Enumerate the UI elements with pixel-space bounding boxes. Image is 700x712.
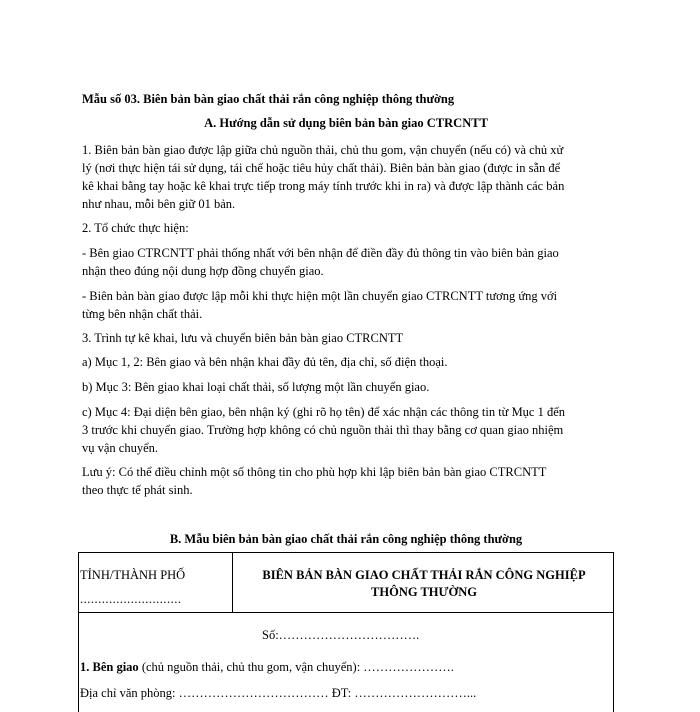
- paragraph-8-line-1: c) Mục 4: Đại diện bên giao, bên nhận ký (ghi rõ họ tên) để xác nhận các thông tin từ Mục 1 đến: [82, 405, 566, 419]
- giver-description: (chủ nguồn thải, chủ thu gom, vận chuyển): ………………….: [138, 660, 454, 674]
- paragraph-1-line-3: kê khai bằng tay hoặc kê khai trực tiếp trong máy tính trước khi in ra) và được lập thành các bản: [82, 179, 565, 193]
- office-address-line: Địa chỉ văn phòng: ……………………………… ĐT: ………………………...: [80, 686, 477, 700]
- paragraph-6: a) Mục 1, 2: Bên giao và bên nhận khai đầy đủ tên, địa chỉ, số điện thoại.: [82, 355, 448, 369]
- paragraph-4-line-2: từng bên nhận chất thải.: [82, 307, 203, 321]
- paragraph-1-line-4: như nhau, mỗi bên giữ 01 bản.: [82, 197, 236, 211]
- section-a-heading: A. Hướng dẫn sử dụng biên bản bàn giao CTRCNTT: [204, 116, 488, 130]
- giver-line: [80, 658, 454, 677]
- province-dots: ............................: [80, 592, 182, 606]
- paragraph-4-line-1: - Biên bản bàn giao được lập mỗi khi thực hiện một lần chuyển giao CTRCNTT tương ứng với: [82, 289, 558, 303]
- form-heading-line-1: BIÊN BẢN BÀN GIAO CHẤT THẢI RẮN CÔNG NGHIỆP: [262, 568, 586, 582]
- form-column-divider: [232, 552, 233, 612]
- province-label: TỈNH/THÀNH PHỐ: [80, 568, 186, 582]
- paragraph-5: 3. Trình tự kê khai, lưu và chuyển biên bản bàn giao CTRCNTT: [82, 331, 404, 345]
- form-row-divider: [78, 612, 614, 613]
- giver-label: 1. Bên giao: [80, 660, 139, 674]
- note-line-1: Lưu ý: Có thể điều chỉnh một số thông tin cho phù hợp khi lập biên bản bàn giao CTRCNTT: [82, 465, 547, 479]
- paragraph-1-line-1: 1. Biên bản bàn giao được lập giữa chủ nguồn thải, chủ thu gom, vận chuyển (nếu có) và chủ xử: [82, 143, 564, 157]
- paragraph-8-line-3: vụ vận chuyển.: [82, 441, 159, 455]
- section-b-heading: B. Mẫu biên bản bàn giao chất thải rắn công nghiệp thông thường: [169, 532, 523, 546]
- form-number: Số:…………………………….: [262, 628, 420, 642]
- form-heading-line-2: THÔNG THƯỜNG: [371, 585, 477, 599]
- paragraph-3-line-1: - Bên giao CTRCNTT phải thống nhất với bên nhận để điền đầy đủ thông tin vào biên bản giao: [82, 246, 559, 260]
- paragraph-7: b) Mục 3: Bên giao khai loại chất thải, số lượng một lần chuyển giao.: [82, 380, 430, 394]
- paragraph-3-line-2: nhận theo đúng nội dung hợp đồng chuyển giao.: [82, 264, 324, 278]
- form-title: Mẫu số 03. Biên bản bàn giao chất thải rắn công nghiệp thông thường: [82, 92, 455, 106]
- note-line-2: theo thực tế phát sinh.: [82, 483, 193, 497]
- paragraph-1-line-2: lý (nơi thực hiện tái sử dụng, tái chế hoặc tiêu hủy chất thải). Biên bản bàn giao (được in sẵn để: [82, 161, 561, 175]
- paragraph-8-line-2: 3 trước khi chuyển giao. Trường hợp không có chủ nguồn thải thì thay bằng cơ quan giao nhiệm: [82, 423, 564, 437]
- paragraph-2: 2. Tổ chức thực hiện:: [82, 221, 189, 235]
